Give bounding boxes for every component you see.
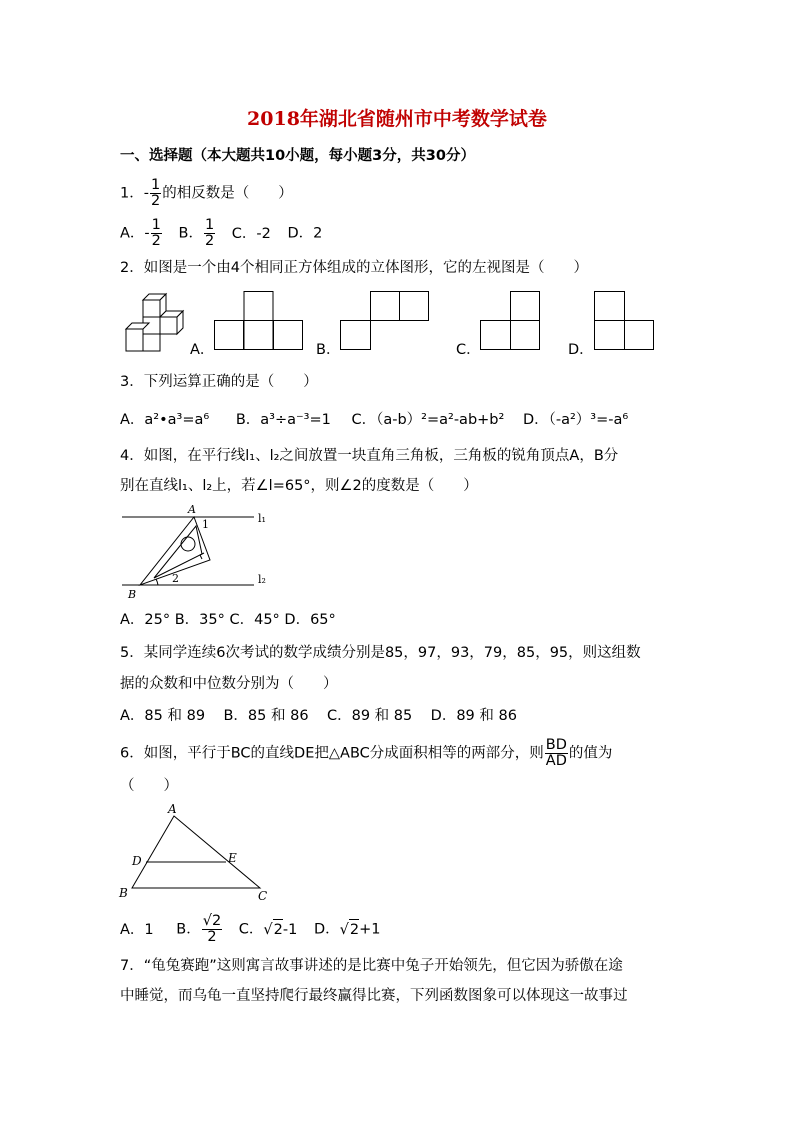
question-5-options: A．85 和 89 B．85 和 86 C．89 和 85 D．89 和 86: [120, 708, 517, 724]
q6-label-d: D: [132, 854, 142, 868]
question-3: 3．下列运算正确的是（ ）: [120, 374, 318, 390]
q3-option-b: B．a³÷a⁻³=1: [235, 412, 331, 428]
question-5-line2: 据的众数和中位数分别为（ ）: [120, 676, 338, 692]
q6-figure: [114, 802, 274, 904]
question-7-line1: 7．“龟兔赛跑”这则寓言故事讲述的是比赛中兔子开始领先，但它因为骄傲在途: [120, 958, 623, 974]
q4-label-a: A: [188, 503, 196, 516]
q2-option-c: C．: [456, 342, 481, 358]
q1-option-b-label: B．: [178, 225, 203, 242]
q6-option-b-fraction: $\frac{√2}{2}$: [202, 913, 222, 945]
q6-option-b-label: B．: [176, 921, 201, 938]
q3-option-c: C．（a-b）²=a²-ab+b²: [351, 412, 505, 428]
q6-label-e: E: [228, 851, 237, 865]
q1-option-c: C．-2: [231, 225, 271, 242]
q2-option-d-figure: [594, 291, 656, 351]
q6-label-c: C: [258, 889, 268, 903]
section-heading: 一、选择题（本大题共10小题，每小题3分，共30分）: [120, 148, 475, 164]
q4-figure: [118, 500, 278, 604]
q1-option-d: D．2: [287, 225, 323, 242]
q6-option-d-label: D．: [313, 921, 340, 938]
q1-option-a-fraction: $\frac{1}{2}$: [151, 217, 161, 249]
q3-option-d: D．（-a²）³=-a⁶: [522, 412, 629, 428]
q2-option-a-figure: [214, 291, 304, 351]
q6-option-d-radical: √2: [340, 922, 359, 938]
question-6-line1: [120, 738, 612, 769]
q4-label-b: B: [128, 588, 137, 601]
question-6-line2: （ ）: [120, 778, 178, 794]
q1-option-a-label: A．-: [120, 225, 150, 242]
question-6-options: [120, 914, 381, 945]
q2-option-d: D．: [568, 342, 594, 358]
q4-angle-1: 1: [202, 518, 209, 531]
q6-option-c-radical: √2: [263, 922, 282, 938]
q4-line-l2: l₂: [258, 573, 266, 586]
q2-option-a: A．: [190, 342, 215, 358]
q6-option-c-label: C．: [238, 921, 264, 938]
q6-label-b: B: [119, 886, 128, 900]
q6-fraction: $\frac{BD}{AD}$: [545, 737, 567, 769]
q3-option-a: A．a²•a³=a⁶: [120, 412, 210, 428]
q2-option-b-figure: [340, 291, 432, 351]
q6-option-a: A．1: [120, 921, 154, 938]
q6-text: 6．如图，平行于BC的直线DE把△ABC分成面积相等的两部分，则: [120, 745, 544, 762]
q6-text-end: 的值为: [568, 745, 613, 762]
question-4-options: A．25° B．35° C．45° D．65°: [120, 612, 336, 628]
question-4-line2: 别在直线l₁、l₂上，若∠l=65°，则∠2的度数是（ ）: [120, 478, 478, 494]
page-title: 2018年湖北省随州市中考数学试卷: [247, 108, 547, 130]
q1-prefix: 1．-: [120, 185, 149, 202]
q1-option-b-fraction: $\frac{1}{2}$: [204, 217, 215, 249]
q6-option-d-tail: +1: [359, 921, 381, 938]
question-5-line1: 5．某同学连续6次考试的数学成绩分别是85，97，93，79，85，95，则这组数: [120, 645, 641, 661]
q1-fraction: $\frac{1}{2}$: [150, 177, 161, 209]
q2-option-c-figure: [480, 291, 542, 351]
question-4-line1: 4．如图，在平行线l₁、l₂之间放置一块直角三角板，三角板的锐角顶点A，B分: [120, 448, 619, 464]
q6-label-a: A: [168, 802, 177, 816]
q2-solid-figure: [118, 292, 188, 354]
question-7-line2: 中睡觉，而乌龟一直坚持爬行最终赢得比赛，下列函数图象可以体现这一故事过: [120, 988, 628, 1004]
question-1: [120, 178, 293, 209]
q6-option-c-tail: -1: [282, 921, 298, 938]
q2-option-b: B．: [316, 342, 341, 358]
q4-line-l1: l₁: [258, 512, 266, 525]
q1-suffix: 的相反数是（ ）: [162, 185, 293, 202]
q4-angle-2: 2: [172, 572, 179, 585]
question-3-options: [120, 410, 628, 430]
question-1-options: [120, 218, 322, 249]
question-2: 2．如图是一个由4个相同正方体组成的立体图形，它的左视图是（ ）: [120, 260, 588, 276]
